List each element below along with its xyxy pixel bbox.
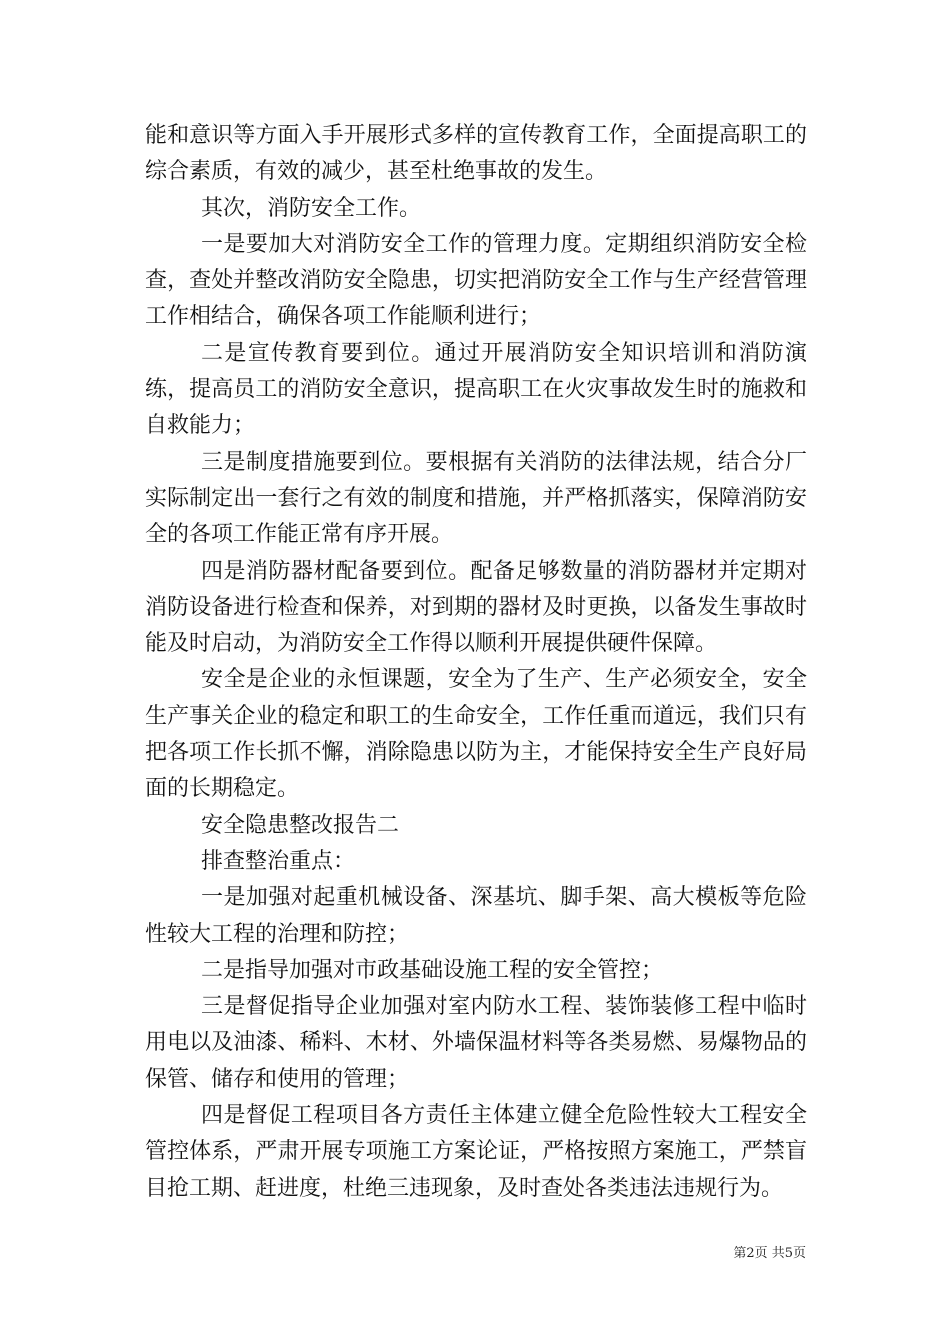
document-body: [145, 118, 807, 1207]
paragraph-11: 二是指导加强对市政基础设施工程的安全管控；: [201, 957, 664, 983]
paragraph-5: 三是制度措施要到位。要根据有关消防的法律法规，结合分厂实际制定出一套行之有效的制度和措施，并严格抓落实，保障消防安全的各项工作能正常有序开展。: [145, 449, 807, 548]
paragraph-10: 一是加强对起重机械设备、深基坑、脚手架、高大模板等危险性较大工程的治理和防控；: [145, 885, 807, 947]
paragraph-9: 排查整治重点：: [201, 848, 356, 874]
paragraph-7: 安全是企业的永恒课题，安全为了生产、生产必须安全，安全生产事关企业的稳定和职工的生命安全，工作任重而道远，我们只有把各项工作长抓不懈，消除隐患以防为主，才能保持安全生产良好局面的长期稳定。: [145, 667, 807, 802]
paragraph-6: 四是消防器材配备要到位。配备足够数量的消防器材并定期对消防设备进行检查和保养，对到期的器材及时更换，以备发生事故时能及时启动，为消防安全工作得以顺利开展提供硬件保障。: [145, 558, 807, 657]
paragraph-1: 能和意识等方面入手开展形式多样的宣传教育工作，全面提高职工的综合素质，有效的减少，甚至杜绝事故的发生。: [145, 123, 807, 185]
paragraph-4: 二是宣传教育要到位。通过开展消防安全知识培训和消防演练，提高员工的消防安全意识，提高职工在火灾事故发生时的施救和自救能力；: [145, 340, 807, 439]
paragraph-12: 三是督促指导企业加强对室内防水工程、装饰装修工程中临时用电以及油漆、稀料、木材、外墙保温材料等各类易燃、易爆物品的保管、储存和使用的管理；: [145, 994, 807, 1092]
section-heading: 安全隐患整改报告二: [201, 812, 400, 838]
paragraph-2: 其次，消防安全工作。: [201, 195, 422, 221]
page-number: 第2页 共5页: [733, 1246, 806, 1261]
paragraph-13: 四是督促工程项目各方责任主体建立健全危险性较大工程安全管控体系，严肃开展专项施工方案论证，严格按照方案施工，严禁盲目抢工期、赶进度，杜绝三违现象，及时查处各类违法违规行为。: [145, 1103, 807, 1201]
paragraph-3: 一是要加大对消防安全工作的管理力度。定期组织消防安全检查，查处并整改消防安全隐患，切实把消防安全工作与生产经营管理工作相结合，确保各项工作能顺利进行；: [145, 231, 807, 330]
